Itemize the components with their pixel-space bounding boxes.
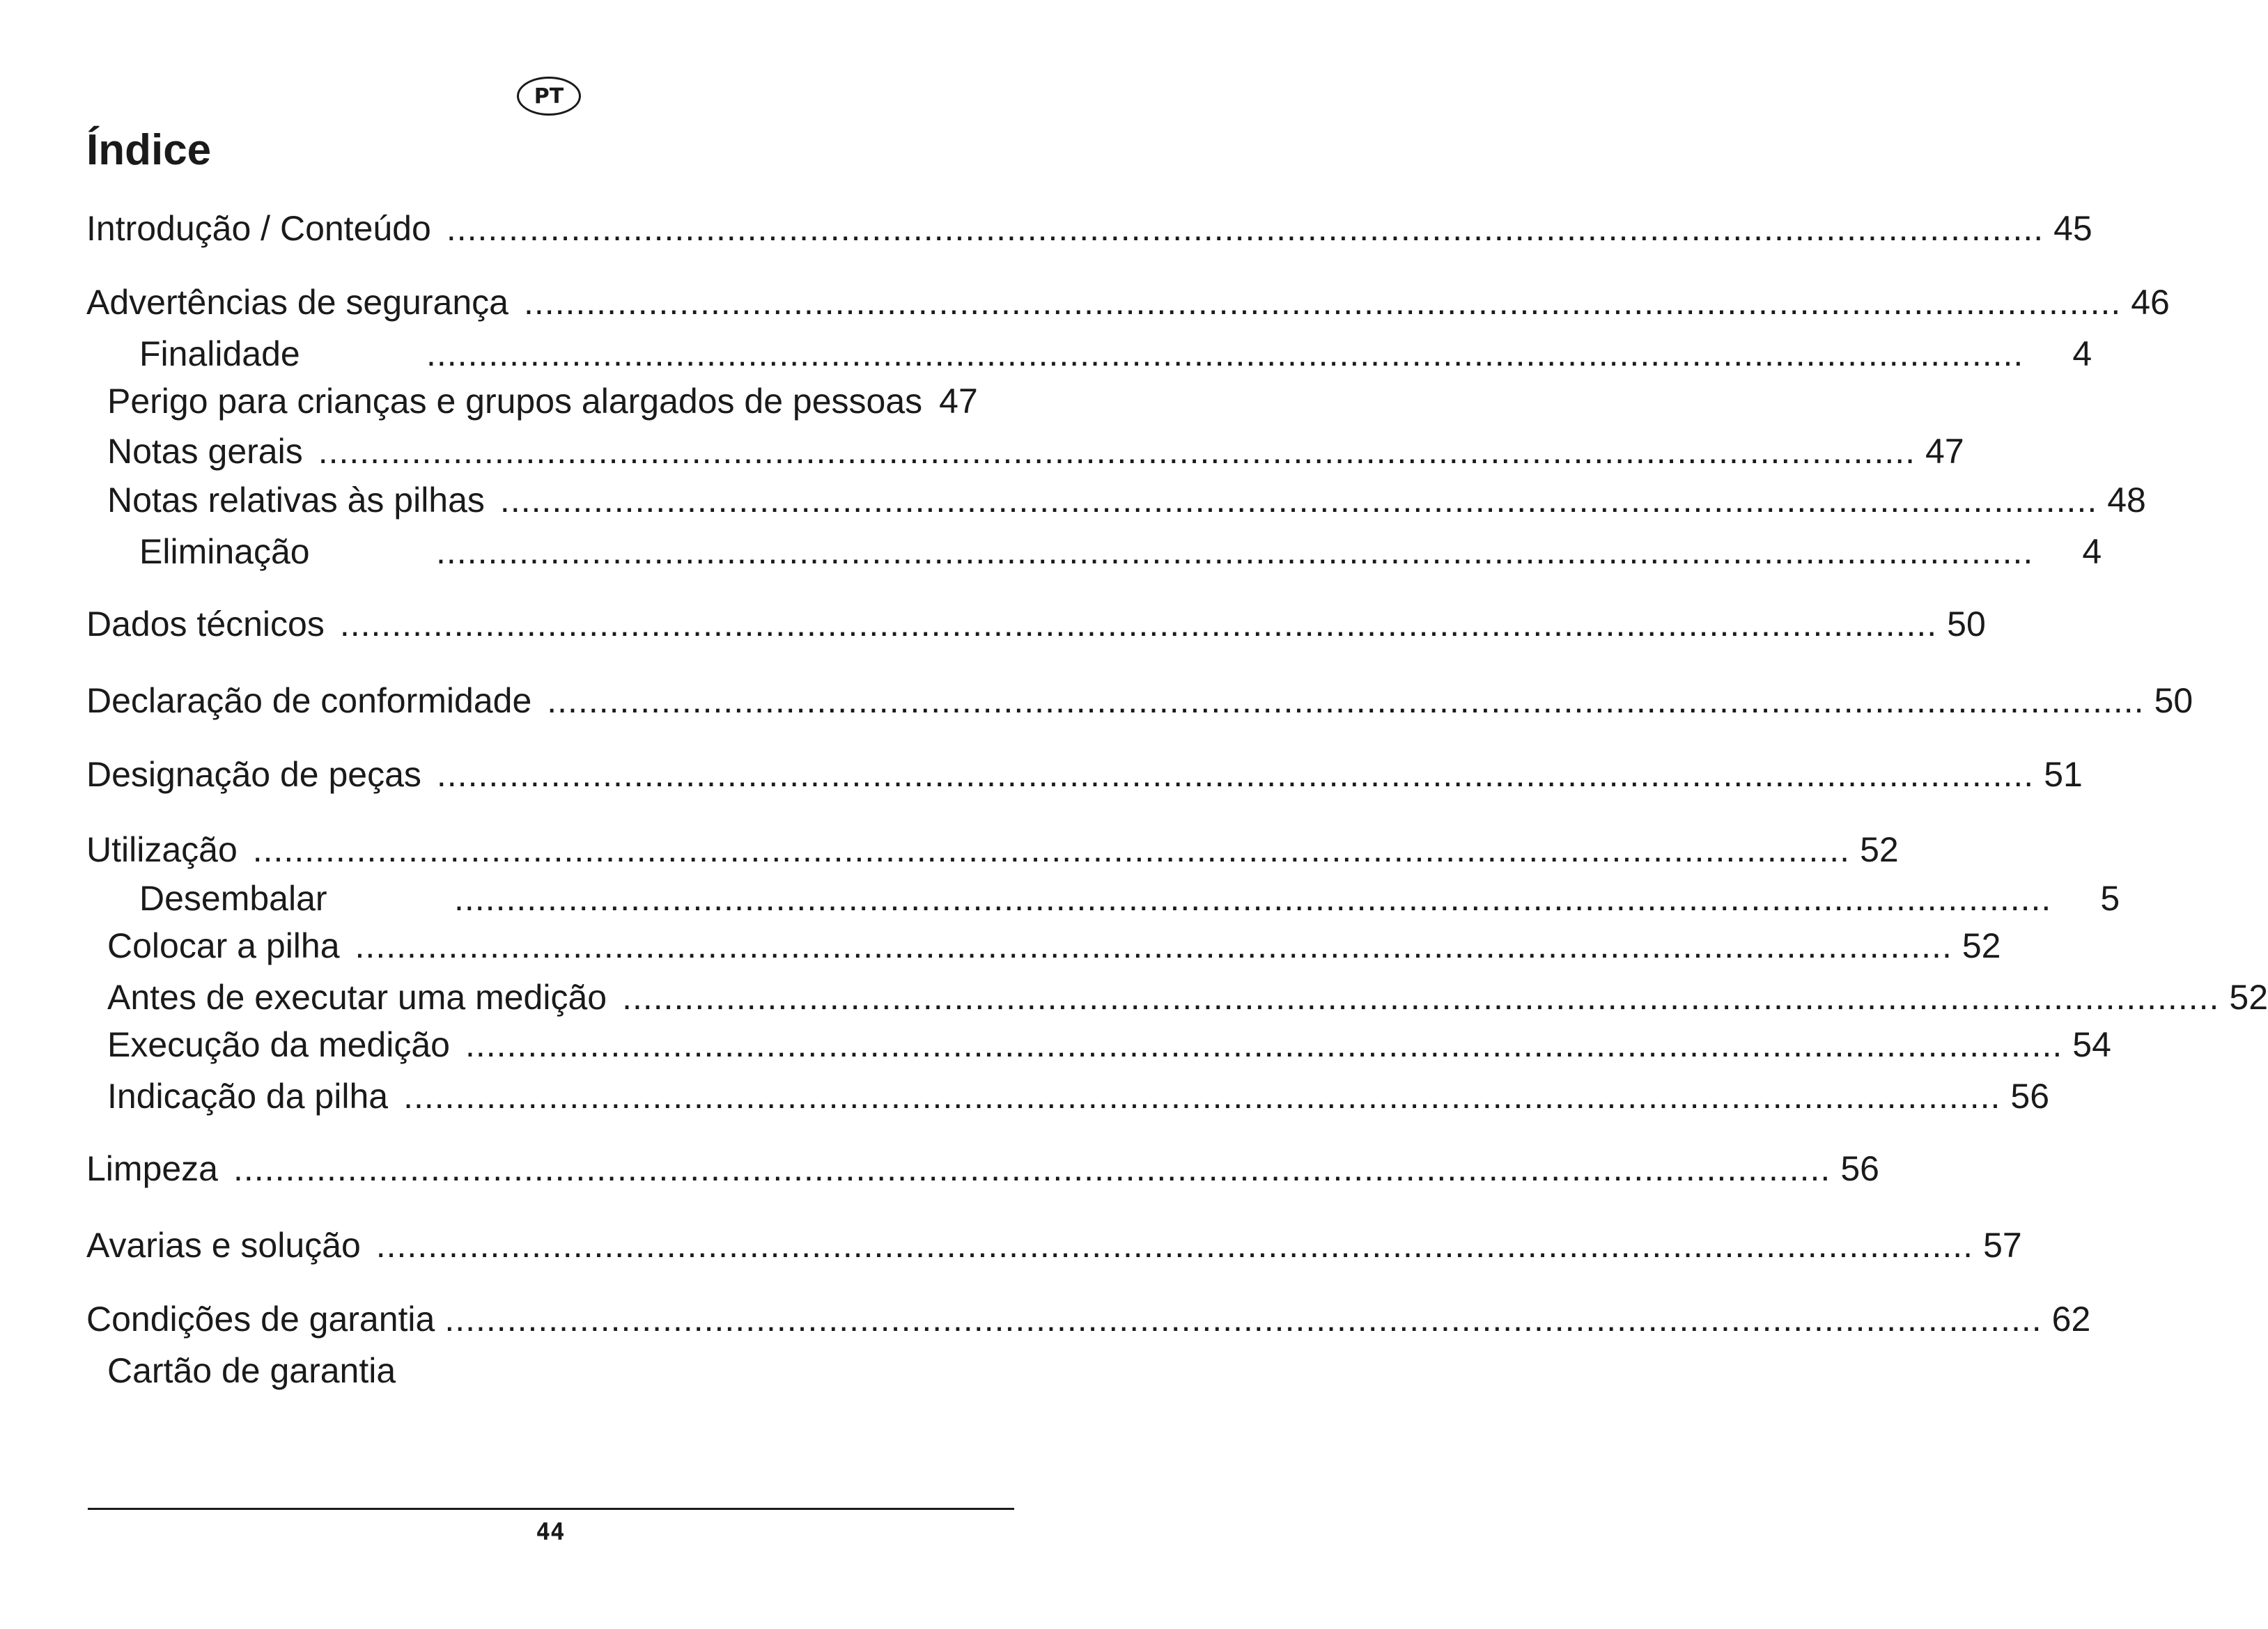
toc-entry-label: Utilização [86,830,238,869]
leader-dots: .......................................................................................................................................................... [355,926,1952,965]
toc-entry-label: Finalidade [139,334,300,373]
leader-dots: .......................................................................................................................................................... [436,755,2035,794]
toc-entry[interactable] [86,1224,2022,1266]
toc-entry-label: Advertências de segurança [86,283,508,322]
toc-entry-page: 46 [2131,283,2170,322]
toc-entry-page: 52 [2229,978,2268,1017]
toc-entry[interactable] [139,333,2092,375]
toc-entry[interactable] [107,380,978,422]
toc-entry-label: Perigo para crianças e grupos alargados de pessoas [107,382,923,421]
toc-entry[interactable] [139,531,2102,572]
toc-entry-label: Colocar a pilha [107,926,340,965]
toc-entry[interactable] [139,878,2120,919]
toc-entry-page: 4 [2072,334,2092,373]
leader-dots: .......................................................................................................................................................... [499,481,2098,520]
toc-entry-page: 47 [1925,432,1964,471]
toc-entry-page: 57 [1983,1226,2022,1265]
toc-entry-page: 56 [2010,1077,2050,1116]
toc-entry-page: 5 [2100,879,2120,918]
leader-dots: .......................................................................................................................................................... [252,830,1851,869]
toc-entry[interactable] [107,976,2268,1018]
toc-entry-page: 52 [1860,830,1899,869]
toc-entry[interactable] [107,925,2001,967]
toc-entry-page: 54 [2072,1025,2111,1064]
toc-entry-page: 50 [2154,681,2193,720]
leader-dots: .......................................................................................................................................................... [523,283,2122,322]
toc-entry[interactable] [107,1024,2111,1066]
toc-entry[interactable] [86,754,2083,795]
leader-dots: .......................................................................................................................................................... [547,681,2145,720]
toc-entry[interactable] [86,680,2193,722]
footer-divider [88,1508,1014,1510]
toc-entry-label: Indicação da pilha [107,1077,389,1116]
leader-dots: .......................................................................................................................................................... [622,978,2220,1017]
toc-entry-label: Eliminação [139,532,310,571]
toc-entry-label: Condições de garantia [86,1300,435,1339]
toc-entry[interactable] [86,603,1986,645]
leader-dots: .......................................................................................................................................................... [375,1226,1974,1265]
toc-entry[interactable] [86,1148,1879,1190]
toc-entry-label: Antes de executar uma medição [107,978,607,1017]
toc-entry-label: Execução da medição [107,1025,450,1064]
toc-entry[interactable] [86,281,2170,323]
toc-entry-page: 52 [1962,926,2001,965]
toc-entry-page: 50 [1947,605,1986,644]
toc-entry-page: 47 [939,382,978,421]
leader-dots: .......................................................................................................................................................... [233,1149,1831,1188]
leader-dots: .......................................................................................................................................................... [444,1300,2042,1339]
toc-entry-label: Notas gerais [107,432,303,471]
toc-entry-label: Declaração de conformidade [86,681,532,720]
toc-entry-label: Designação de peças [86,755,421,794]
leader-dots: .......................................................................................................................................................... [318,432,1916,471]
toc-entry[interactable] [86,829,1899,871]
page-number: 44 [536,1518,565,1546]
toc-entry-page: 45 [2053,209,2092,248]
language-badge: PT [517,77,581,116]
toc-entry-label: Avarias e solução [86,1226,361,1265]
toc-entry-label: Cartão de garantia [107,1351,396,1390]
toc-entry-page: 4 [2082,532,2102,571]
page-title: Índice [86,126,212,174]
leader-dots: .......................................................................................................................................................... [436,532,2034,571]
toc-entry-label: Desembalar [139,879,327,918]
toc-entry[interactable] [107,1075,2050,1117]
toc-entry-page: 51 [2044,755,2083,794]
toc-entry[interactable] [107,1350,396,1392]
toc-entry-label: Limpeza [86,1149,218,1188]
toc-entry-page: 48 [2107,481,2146,520]
toc-entry-page: 62 [2051,1300,2091,1339]
toc-entry-page: 56 [1840,1149,1879,1188]
toc-entry[interactable] [107,430,1964,472]
toc-entry-label: Notas relativas às pilhas [107,481,485,520]
toc-entry-label: Dados técnicos [86,605,325,644]
leader-dots: .......................................................................................................................................................... [426,334,2024,373]
toc-entry[interactable] [107,479,2146,521]
toc-entry[interactable] [86,208,2092,249]
leader-dots: .......................................................................................................................................................... [454,879,2052,918]
leader-dots: .......................................................................................................................................................... [403,1077,2001,1116]
leader-dots: .......................................................................................................................................................... [446,209,2044,248]
leader-dots: .......................................................................................................................................................... [339,605,1938,644]
toc-entry-label: Introdução / Conteúdo [86,209,431,248]
toc-entry[interactable] [86,1298,2091,1340]
leader-dots: .......................................................................................................................................................... [465,1025,2063,1064]
